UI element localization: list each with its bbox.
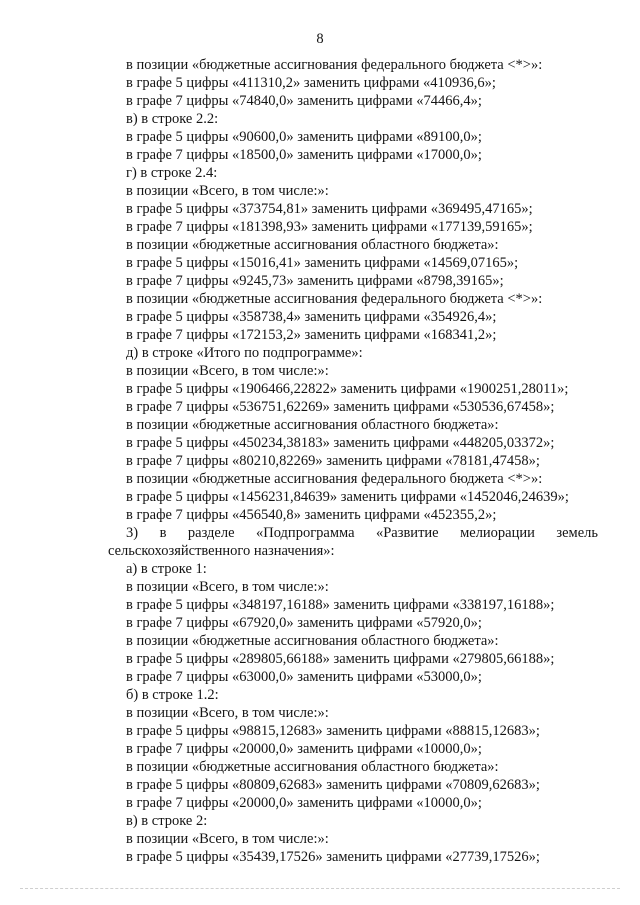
text-line: в графе 7 цифры «20000,0» заменить цифрами «10000,0»; <box>126 795 482 811</box>
text-line: в позиции «Всего, в том числе:»: <box>126 705 329 721</box>
text-line: в позиции «Всего, в том числе:»: <box>126 183 329 199</box>
heading-word: в <box>159 525 167 541</box>
text-line: в графе 7 цифры «181398,93» заменить цифрами «177139,59165»; <box>126 219 533 235</box>
section-heading-continuation: сельскохозяйственного назначения»: <box>108 543 335 559</box>
text-line: в графе 5 цифры «373754,81» заменить цифрами «369495,47165»; <box>126 201 533 217</box>
text-line: в позиции «бюджетные ассигнования федерального бюджета <*>»: <box>126 291 543 307</box>
heading-word: разделе <box>187 525 235 541</box>
text-line: в графе 5 цифры «80809,62683» заменить цифрами «70809,62683»; <box>126 777 540 793</box>
text-line: в) в строке 2.2: <box>126 111 219 127</box>
text-line: в позиции «Всего, в том числе:»: <box>126 831 329 847</box>
text-line: в графе 7 цифры «536751,62269» заменить цифрами «530536,67458»; <box>126 399 555 415</box>
text-line: в графе 7 цифры «80210,82269» заменить цифрами «78181,47458»; <box>126 453 540 469</box>
text-line: в графе 7 цифры «9245,73» заменить цифрами «8798,39165»; <box>126 273 504 289</box>
text-line: г) в строке 2.4: <box>126 165 218 181</box>
heading-word: «Подпрограмма <box>256 525 355 541</box>
section-heading <box>108 524 598 542</box>
text-line: в графе 5 цифры «358738,4» заменить цифрами «354926,4»; <box>126 309 497 325</box>
text-line: в графе 5 цифры «411310,2» заменить цифрами «410936,6»; <box>126 75 496 91</box>
text-line: в графе 5 цифры «98815,12683» заменить цифрами «88815,12683»; <box>126 723 540 739</box>
text-line: в графе 7 цифры «172153,2» заменить цифрами «168341,2»; <box>126 327 497 343</box>
text-line: в позиции «Всего, в том числе:»: <box>126 363 329 379</box>
text-line: в графе 7 цифры «63000,0» заменить цифрами «53000,0»; <box>126 669 482 685</box>
document-body <box>108 56 598 866</box>
text-line: в графе 5 цифры «1906466,22822» заменить цифрами «1900251,28011»; <box>126 381 569 397</box>
text-line: в позиции «бюджетные ассигнования областного бюджета»: <box>126 759 499 775</box>
heading-word: «Развитие <box>375 525 439 541</box>
page-number: 8 <box>316 31 324 47</box>
text-line: а) в строке 1: <box>126 561 207 577</box>
text-line: в позиции «Всего, в том числе:»: <box>126 579 329 595</box>
text-line: в графе 7 цифры «67920,0» заменить цифрами «57920,0»; <box>126 615 482 631</box>
text-line: в графе 5 цифры «15016,41» заменить цифрами «14569,07165»; <box>126 255 519 271</box>
text-line: в графе 5 цифры «450234,38183» заменить цифрами «448205,03372»; <box>126 435 555 451</box>
text-line: в графе 7 цифры «456540,8» заменить цифрами «452355,2»; <box>126 507 497 523</box>
text-line: в графе 7 цифры «74840,0» заменить цифрами «74466,4»; <box>126 93 482 109</box>
text-line: в графе 5 цифры «90600,0» заменить цифрами «89100,0»; <box>126 129 482 145</box>
text-line: в графе 5 цифры «1456231,84639» заменить цифрами «1452046,24639»; <box>126 489 569 505</box>
text-line: в графе 7 цифры «18500,0» заменить цифрами «17000,0»; <box>126 147 482 163</box>
heading-word: земель <box>556 525 598 541</box>
heading-word: мелиорации <box>460 525 535 541</box>
text-line: в позиции «бюджетные ассигнования областного бюджета»: <box>126 633 499 649</box>
text-line: в графе 5 цифры «348197,16188» заменить цифрами «338197,16188»; <box>126 597 555 613</box>
heading-word: 3) <box>126 525 139 541</box>
text-line: б) в строке 1.2: <box>126 687 219 703</box>
text-line: в позиции «бюджетные ассигнования федерального бюджета <*>»: <box>126 471 543 487</box>
text-line: в графе 5 цифры «35439,17526» заменить цифрами «27739,17526»; <box>126 849 540 865</box>
text-line: в позиции «бюджетные ассигнования федерального бюджета <*>»: <box>126 57 543 73</box>
text-line: в графе 5 цифры «289805,66188» заменить цифрами «279805,66188»; <box>126 651 555 667</box>
scan-edge-divider <box>20 888 620 889</box>
text-line: в) в строке 2: <box>126 813 208 829</box>
text-line: в позиции «бюджетные ассигнования областного бюджета»: <box>126 417 499 433</box>
text-line: в графе 7 цифры «20000,0» заменить цифрами «10000,0»; <box>126 741 482 757</box>
text-line: в позиции «бюджетные ассигнования областного бюджета»: <box>126 237 499 253</box>
text-line: д) в строке «Итого по подпрограмме»: <box>126 345 363 361</box>
